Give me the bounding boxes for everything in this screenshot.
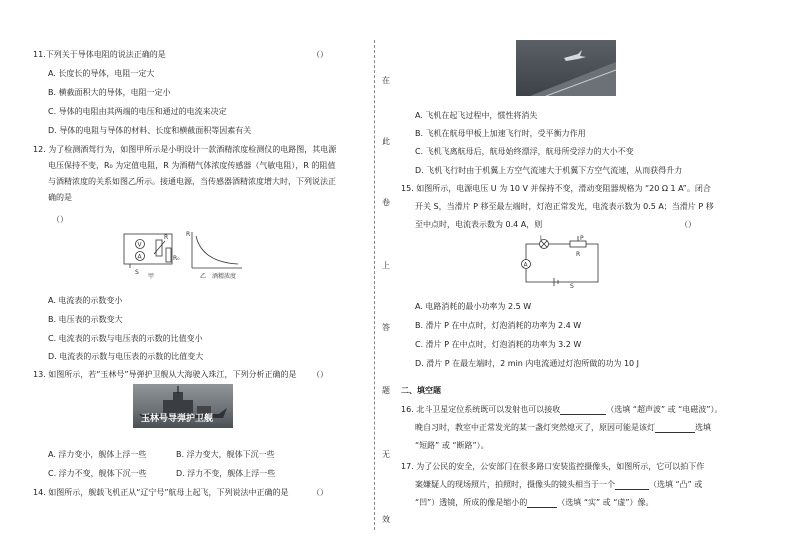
q12-graph-axis-label: 酒精浓度: [212, 273, 237, 280]
q12-label-v: V: [137, 241, 142, 249]
q16-line-1-text-b: （选填 “超声波” 或 “电磁波”）。: [606, 405, 723, 414]
section-fill-in-title: 二、填空题: [401, 386, 441, 395]
q17-line-2: [415, 480, 702, 490]
q17-blank-2[interactable]: [527, 498, 557, 508]
q17-line-3-text-a: “凹”）透镜，所成的像是缩小的: [415, 498, 528, 507]
gutter-char-7: 无: [382, 450, 390, 459]
gutter-char-6: 题: [382, 386, 390, 395]
gutter-char-1: 在: [382, 76, 390, 85]
q16-line-1: [401, 405, 722, 415]
q12-line-2: 电压保持不变，R₀ 为定值电阻，R 为酒精气体浓度传感器（气敏电阻），R 的阻值: [48, 161, 336, 170]
q14-option-d: D. 飞机飞行时由于机翼上方空气流速大于机翼下方空气流速，从而获得升力: [415, 166, 683, 175]
q12-graph-curve: [196, 236, 238, 264]
q15-option-b: B. 滑片 P 在中点时，灯泡消耗的功率为 2.4 W: [415, 321, 582, 330]
q16-blank-2[interactable]: [655, 423, 695, 433]
q11-option-b: B. 横截面积大的导体，电阻一定小: [48, 88, 171, 97]
q13-option-b: B. 浮力变大，舰体下沉一些: [176, 450, 275, 459]
q13-stem: 13. 如图所示，若“玉林号”导弹护卫舰从大海驶入珠江，下列分析正确的是: [33, 370, 297, 379]
q17-line-2-text-a: 案嫌疑人的现场照片，拍照时，摄像头的镜头相当于一个: [415, 480, 615, 489]
q15-circuit-figure: [516, 234, 606, 290]
q12-option-d: D. 电流表的示数与电压表的示数的比值变大: [48, 352, 204, 361]
q15-label-p: P: [580, 235, 584, 242]
q16-line-2-text-a: 晚自习时，教室中正常发光的某一盏灯突然熄灭了，原因可能是该灯: [415, 423, 655, 432]
q12-paren: （）: [52, 215, 68, 224]
q14-paren: （）: [312, 488, 328, 497]
q15-label-s: S: [570, 283, 574, 290]
q13-warship-photo: [133, 384, 233, 428]
q12-line-1: 12. 为了检测酒驾行为，如图甲所示是小明设计一款酒精浓度检测仪的电路图，其电源: [33, 145, 337, 154]
q15-label-r: R: [576, 251, 581, 258]
q12-fixed-resistor: [166, 248, 171, 262]
gutter-char-5: 答: [382, 323, 390, 332]
binding-divider: [374, 40, 375, 530]
q13-paren: （）: [312, 370, 328, 379]
q11-option-c: C. 导体的电阻由其两端的电压和通过的电流来决定: [48, 107, 227, 116]
q14-option-c: C. 飞机飞离航母后，航母始终漂浮，航母所受浮力的大小不变: [415, 147, 634, 156]
q12-label-a: A: [137, 253, 142, 261]
gutter-char-2: 此: [382, 137, 390, 146]
q14-option-a: A. 飞机在起飞过程中，惯性将消失: [415, 111, 538, 120]
q13-option-d: D. 浮力不变，舰体上浮一些: [176, 469, 276, 478]
q13-photo-caption: 玉林号导弹护卫舰: [141, 414, 214, 424]
q13-option-c: C. 浮力不变，舰体下沉一些: [48, 469, 147, 478]
q15-line-3: 至中点时，电流表示数为 0.4 A，则: [415, 220, 543, 229]
q12-option-a: A. 电流表的示数变小: [48, 296, 123, 305]
gutter-char-3: 卷: [382, 198, 390, 207]
q12-circuit-figure: [118, 228, 248, 280]
q15-label-l: L: [540, 235, 544, 242]
q11-option-a: A. 长度长的导体，电阻一定大: [48, 69, 155, 78]
q12-graph-r-label: R: [186, 231, 191, 238]
q11-paren: （）: [312, 50, 328, 59]
gutter-char-4: 上: [382, 261, 390, 270]
q12-option-b: B. 电压表的示数变大: [48, 315, 123, 324]
q15-option-d: D. 滑片 P 在最左端时，2 min 内电流通过灯泡所做的功为 10 J: [415, 359, 640, 368]
q17-line-3: [415, 498, 654, 508]
q16-blank-1[interactable]: [560, 405, 606, 415]
q12-label-yi: 乙: [200, 273, 207, 280]
q17-line-3-text-b: （选填 “实” 或 “虚”）像。: [557, 498, 654, 507]
q11-stem: 11.下列关于导体电阻的说法正确的是: [33, 50, 166, 59]
q12-line-3: 与酒精浓度的关系如图乙所示。接通电源，当传感器酒精浓度增大时，下列说法正: [48, 177, 336, 186]
q14-option-b: B. 飞机在航母甲板上加速飞行时，受平衡力作用: [415, 129, 586, 138]
q16-line-2-text-b: 选填: [695, 423, 711, 432]
q13-option-a: A. 浮力变小，舰体上浮一些: [48, 450, 147, 459]
gutter-char-8: 效: [382, 515, 390, 524]
q12-label-s: S: [135, 269, 139, 276]
q17-blank-1[interactable]: [615, 480, 649, 490]
q15-paren: （）: [680, 220, 696, 229]
q12-option-c: C. 电流表的示数与电压表的示数的比值变小: [48, 334, 203, 343]
q15-line-1: 15. 如图所示，电源电压 U 为 10 V 并保持不变，滑动变阻器规格为 “20 Ω 1 A”。闭合: [401, 184, 711, 193]
q12-line-4: 确的是: [48, 193, 72, 202]
q15-label-a: A: [523, 261, 528, 269]
q12-label-r: R: [164, 234, 169, 241]
q15-option-c: C. 滑片 P 在中点时，灯泡消耗的功率为 3.2 W: [415, 340, 582, 349]
q16-line-2: [415, 423, 711, 433]
q12-label-jia: 甲: [148, 273, 155, 280]
q17-line-1: 17. 为了公民的安全，公安部门在很多路口安装监控摄像头，如图所示，它可以拍下作: [401, 462, 705, 471]
q16-line-1-text-a: 16. 北斗卫星定位系统既可以发射也可以接收: [401, 405, 561, 414]
q12-label-r0: R₀: [173, 255, 180, 262]
q15-option-a: A. 电路消耗的最小功率为 2.5 W: [415, 302, 532, 311]
q16-line-3: “短路” 或 “断路”）。: [415, 441, 489, 450]
q14-stem: 14. 如图所示，舰载飞机正从“辽宁号”航母上起飞，下列说法中正确的是: [33, 488, 289, 497]
q15-line-2: 开关 S，当滑片 P 移至最左端时，灯泡正常发光，电流表示数为 0.5 A；当滑片 P 移: [415, 202, 714, 211]
q11-option-d: D. 导体的电阻与导体的材料、长度和横截面积等因素有关: [48, 126, 252, 135]
q17-line-2-text-b: （选填 “凸” 或: [649, 480, 703, 489]
q14-carrier-photo: [516, 40, 616, 96]
